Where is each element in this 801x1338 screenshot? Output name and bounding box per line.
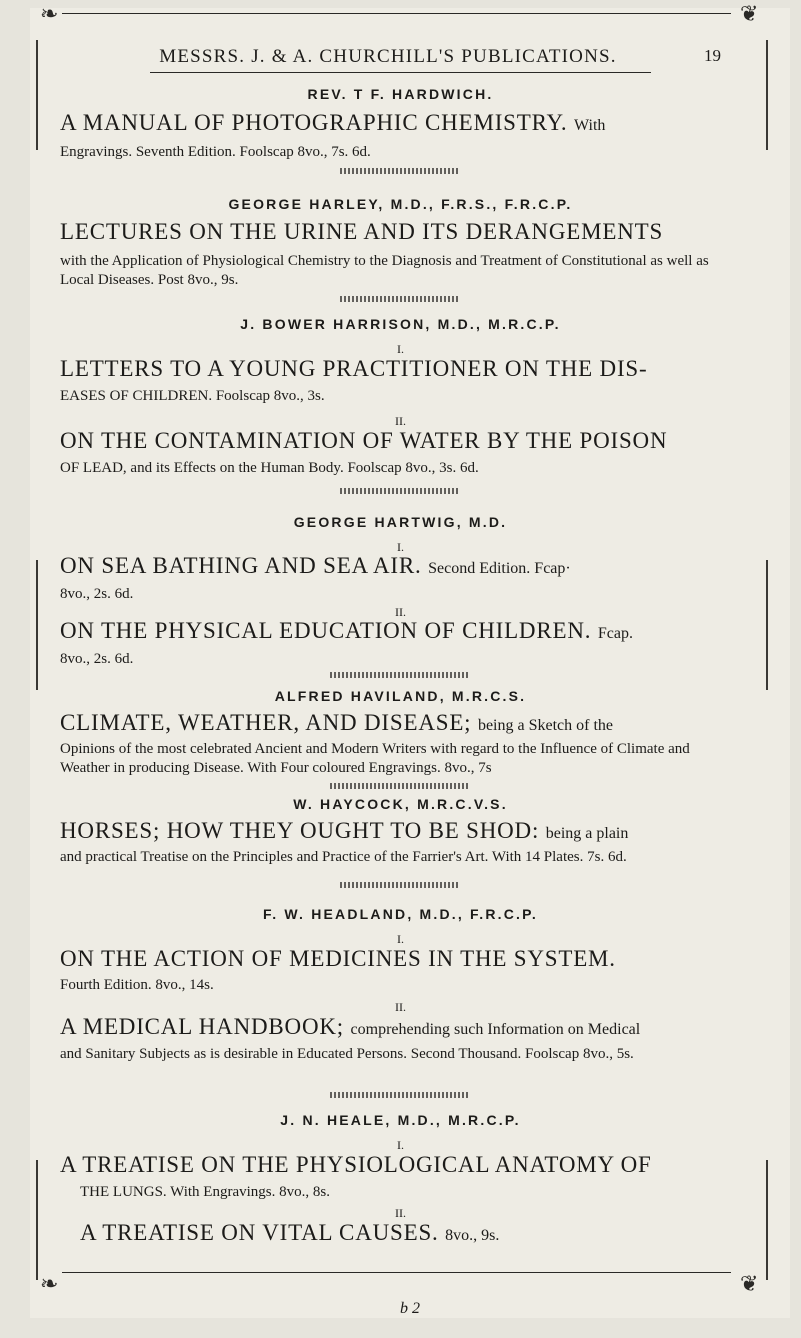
book-description: 8vo., 2s. 6d. <box>60 651 134 667</box>
top-rule <box>62 13 731 14</box>
page-number: 19 <box>704 46 721 65</box>
book-description: and practical Treatise on the Principles and Practice of the Farrier's Art. With 14 Plates. 7s. 6d. <box>60 849 627 865</box>
author-name: GEORGE HARLEY, M.D., F.R.S., F.R.C.P. <box>228 196 573 212</box>
running-title: MESSRS. J. & A. CHURCHILL'S PUBLICATIONS. <box>159 46 617 67</box>
right-border-ornament <box>766 560 778 690</box>
book-title: A MEDICAL HANDBOOK; comprehending such Information on Medical <box>60 1014 641 1039</box>
book-title: CLIMATE, WEATHER, AND DISEASE; being a Sketch of the <box>60 710 614 735</box>
book-title: ON SEA BATHING AND SEA AIR. Second Edition. Fcap· <box>60 553 571 578</box>
book-title: HORSES; HOW THEY OUGHT TO BE SHOD: being a plain <box>60 818 629 843</box>
numeral: II. <box>395 414 406 428</box>
book-title: ON THE ACTION OF MEDICINES IN THE SYSTEM. <box>60 946 616 971</box>
bottom-rule <box>62 1272 731 1273</box>
book-description: 8vo., 2s. 6d. <box>60 586 134 602</box>
signature-mark: b 2 <box>400 1300 420 1317</box>
author-name: W. HAYCOCK, M.R.C.V.S. <box>293 796 508 812</box>
book-description: Engravings. Seventh Edition. Foolscap 8vo., 7s. 6d. <box>60 144 371 160</box>
numeral: I. <box>397 932 404 946</box>
book-title: ON THE PHYSICAL EDUCATION OF CHILDREN. Fcap. <box>60 618 633 643</box>
book-title: A TREATISE ON VITAL CAUSES. 8vo., 9s. <box>80 1220 500 1245</box>
numeral: I. <box>397 540 404 554</box>
numeral: II. <box>395 605 406 619</box>
numeral: I. <box>397 342 404 356</box>
numeral: II. <box>395 1206 406 1220</box>
wavy-divider <box>340 168 460 174</box>
header-rule <box>150 72 651 73</box>
numeral: II. <box>395 1000 406 1014</box>
book-title: LETTERS TO A YOUNG PRACTITIONER ON THE DIS- <box>60 356 648 381</box>
book-title: A TREATISE ON THE PHYSIOLOGICAL ANATOMY OF <box>60 1152 652 1177</box>
wavy-divider <box>330 783 470 789</box>
left-border-ornament <box>36 560 48 690</box>
book-description: Fourth Edition. 8vo., 14s. <box>60 977 214 993</box>
book-description: EASES OF CHILDREN. Foolscap 8vo., 3s. <box>60 388 325 404</box>
book-description: OF LEAD, and its Effects on the Human Body. Foolscap 8vo., 3s. 6d. <box>60 460 479 476</box>
author-name: GEORGE HARTWIG, M.D. <box>293 514 508 530</box>
author-name: J. N. HEALE, M.D., M.R.C.P. <box>280 1112 521 1128</box>
author-name: REV. T F. HARDWICH. <box>307 86 494 102</box>
corner-ornament-icon: ❦ <box>740 1272 759 1297</box>
author-name: F. W. HEADLAND, M.D., F.R.C.P. <box>263 906 538 922</box>
author-name: ALFRED HAVILAND, M.R.C.S. <box>274 688 527 704</box>
corner-ornament-icon: ❦ <box>740 2 759 27</box>
wavy-divider <box>340 882 460 888</box>
book-description: Opinions of the most celebrated Ancient and Modern Writers with regard to the Influence of Climate and Weather in producing Disease. With Four coloured Engravings. 8vo., 7s <box>60 741 690 776</box>
book-description: and Sanitary Subjects as is desirable in Educated Persons. Second Thousand. Foolscap 8vo., 5s. <box>60 1046 634 1062</box>
corner-ornament-icon: ❧ <box>40 2 59 27</box>
book-title: A MANUAL OF PHOTOGRAPHIC CHEMISTRY. With <box>60 110 606 135</box>
wavy-divider <box>330 672 470 678</box>
book-title: ON THE CONTAMINATION OF WATER BY THE POISON <box>60 428 668 453</box>
wavy-divider <box>340 296 460 302</box>
author-name: J. BOWER HARRISON, M.D., M.R.C.P. <box>240 316 561 332</box>
book-description: with the Application of Physiological Chemistry to the Diagnosis and Treatment of Constitutional as well as Local Diseases. Post 8vo., 9s. <box>60 253 709 288</box>
numeral: I. <box>397 1138 404 1152</box>
book-description: THE LUNGS. With Engravings. 8vo., 8s. <box>80 1184 330 1200</box>
corner-ornament-icon: ❧ <box>40 1272 59 1297</box>
wavy-divider <box>340 488 460 494</box>
wavy-divider <box>330 1092 470 1098</box>
book-title: LECTURES ON THE URINE AND ITS DERANGEMENTS <box>60 219 664 244</box>
